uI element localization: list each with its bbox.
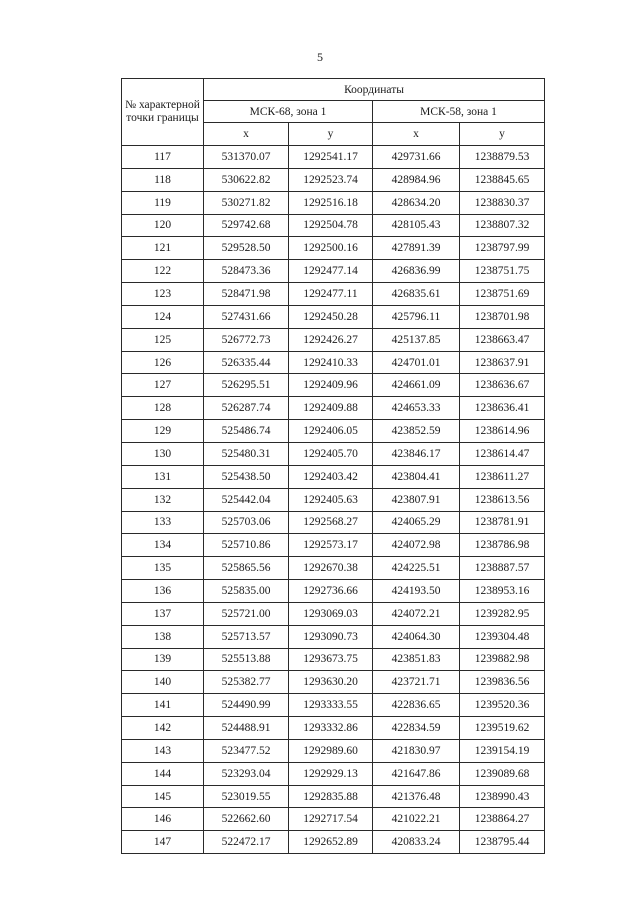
table-body (122, 146, 545, 854)
msk68-y-cell: 1292652.89 (289, 831, 373, 854)
table-row (122, 465, 545, 488)
msk68-x-cell: 525442.04 (204, 488, 289, 511)
msk68-y-cell: 1292409.96 (289, 374, 373, 397)
point-number-cell: 117 (122, 146, 204, 169)
msk58-y-cell: 1238663.47 (460, 328, 545, 351)
msk68-x-cell: 529742.68 (204, 214, 289, 237)
point-number-cell: 138 (122, 625, 204, 648)
msk68-y-cell: 1292405.70 (289, 442, 373, 465)
msk68-x-cell: 525865.56 (204, 557, 289, 580)
msk58-x-cell: 428105.43 (373, 214, 460, 237)
msk58-x-cell: 423804.41 (373, 465, 460, 488)
point-number-cell: 135 (122, 557, 204, 580)
point-number-cell: 122 (122, 260, 204, 283)
table-row (122, 328, 545, 351)
msk58-y-cell: 1239520.36 (460, 694, 545, 717)
msk68-y-cell: 1292736.66 (289, 580, 373, 603)
msk68-x-cell: 526772.73 (204, 328, 289, 351)
msk68-x-cell: 525721.00 (204, 602, 289, 625)
point-number-cell: 129 (122, 420, 204, 443)
table-row (122, 397, 545, 420)
point-number-cell: 133 (122, 511, 204, 534)
msk58-y-cell: 1238879.53 (460, 146, 545, 169)
msk58-y-cell: 1239882.98 (460, 648, 545, 671)
point-number-cell: 120 (122, 214, 204, 237)
msk58-y-cell: 1238636.67 (460, 374, 545, 397)
msk68-x-cell: 525438.50 (204, 465, 289, 488)
point-number-cell: 141 (122, 694, 204, 717)
msk58-x-cell: 428984.96 (373, 168, 460, 191)
msk68-y-cell: 1293673.75 (289, 648, 373, 671)
msk68-x-cell: 527431.66 (204, 305, 289, 328)
table-row (122, 511, 545, 534)
msk58-x-cell: 424072.98 (373, 534, 460, 557)
table-row (122, 237, 545, 260)
msk68-y-header: y (289, 123, 373, 146)
msk68-y-cell: 1292450.28 (289, 305, 373, 328)
msk58-y-cell: 1238751.75 (460, 260, 545, 283)
msk68-x-cell: 525486.74 (204, 420, 289, 443)
msk58-x-cell: 428634.20 (373, 191, 460, 214)
point-number-cell: 142 (122, 717, 204, 740)
msk68-y-cell: 1292477.14 (289, 260, 373, 283)
msk68-x-cell: 525513.88 (204, 648, 289, 671)
msk58-y-header: y (460, 123, 545, 146)
point-number-cell: 118 (122, 168, 204, 191)
msk58-y-cell: 1238636.41 (460, 397, 545, 420)
msk68-x-cell: 522662.60 (204, 808, 289, 831)
point-number-cell: 139 (122, 648, 204, 671)
table-row (122, 534, 545, 557)
table-row (122, 808, 545, 831)
point-number-cell: 131 (122, 465, 204, 488)
msk58-y-cell: 1239089.68 (460, 762, 545, 785)
msk58-x-cell: 423807.91 (373, 488, 460, 511)
msk68-x-cell: 530271.82 (204, 191, 289, 214)
table-row (122, 214, 545, 237)
msk58-x-cell: 424193.50 (373, 580, 460, 603)
msk58-x-cell: 424072.21 (373, 602, 460, 625)
msk58-x-cell: 421830.97 (373, 739, 460, 762)
table-row (122, 717, 545, 740)
msk58-y-cell: 1238701.98 (460, 305, 545, 328)
msk58-y-cell: 1238845.65 (460, 168, 545, 191)
point-number-cell: 130 (122, 442, 204, 465)
page-number: 5 (317, 50, 323, 64)
point-number-cell: 147 (122, 831, 204, 854)
msk68-x-cell: 525480.31 (204, 442, 289, 465)
msk58-x-cell: 422834.59 (373, 717, 460, 740)
point-number-cell: 127 (122, 374, 204, 397)
msk58-x-cell: 423846.17 (373, 442, 460, 465)
table-row (122, 831, 545, 854)
msk58-y-cell: 1238887.57 (460, 557, 545, 580)
table-row (122, 374, 545, 397)
msk68-x-cell: 523019.55 (204, 785, 289, 808)
msk68-y-cell: 1292409.88 (289, 397, 373, 420)
msk58-y-cell: 1238781.91 (460, 511, 545, 534)
table-row (122, 283, 545, 306)
point-number-cell: 126 (122, 351, 204, 374)
msk58-x-cell: 421647.86 (373, 762, 460, 785)
msk58-y-cell: 1239282.95 (460, 602, 545, 625)
msk68-x-header: x (204, 123, 289, 146)
msk58-y-cell: 1238830.37 (460, 191, 545, 214)
table-row (122, 580, 545, 603)
point-number-cell: 119 (122, 191, 204, 214)
point-number-cell: 137 (122, 602, 204, 625)
msk68-y-cell: 1292477.11 (289, 283, 373, 306)
msk58-x-cell: 424225.51 (373, 557, 460, 580)
msk58-y-cell: 1238953.16 (460, 580, 545, 603)
msk68-y-cell: 1293069.03 (289, 602, 373, 625)
msk58-y-cell: 1239836.56 (460, 671, 545, 694)
msk68-y-cell: 1292406.05 (289, 420, 373, 443)
point-number-cell: 128 (122, 397, 204, 420)
table-row (122, 739, 545, 762)
msk68-x-cell: 526287.74 (204, 397, 289, 420)
table-row (122, 146, 545, 169)
msk68-y-cell: 1292835.88 (289, 785, 373, 808)
msk68-x-cell: 524490.99 (204, 694, 289, 717)
msk58-y-cell: 1238795.44 (460, 831, 545, 854)
msk68-y-cell: 1293090.73 (289, 625, 373, 648)
msk68-x-cell: 530622.82 (204, 168, 289, 191)
msk58-y-cell: 1238786.98 (460, 534, 545, 557)
point-number-cell: 136 (122, 580, 204, 603)
msk68-y-cell: 1292989.60 (289, 739, 373, 762)
msk68-x-cell: 528473.36 (204, 260, 289, 283)
msk68-x-cell: 525703.06 (204, 511, 289, 534)
table-header (122, 79, 545, 146)
msk58-x-cell: 425796.11 (373, 305, 460, 328)
system-msk68-header: МСК-68, зона 1 (204, 101, 373, 123)
msk58-x-cell: 421376.48 (373, 785, 460, 808)
msk68-x-cell: 525713.57 (204, 625, 289, 648)
msk68-y-cell: 1293333.55 (289, 694, 373, 717)
msk58-x-cell: 424653.33 (373, 397, 460, 420)
msk68-y-cell: 1292573.17 (289, 534, 373, 557)
msk68-x-cell: 528471.98 (204, 283, 289, 306)
table-row (122, 168, 545, 191)
msk68-x-cell: 529528.50 (204, 237, 289, 260)
msk68-y-cell: 1292929.13 (289, 762, 373, 785)
coordinates-table (121, 78, 545, 854)
msk68-x-cell: 523293.04 (204, 762, 289, 785)
msk68-y-cell: 1292717.54 (289, 808, 373, 831)
msk68-y-cell: 1292500.16 (289, 237, 373, 260)
table-row (122, 762, 545, 785)
msk58-x-cell: 423721.71 (373, 671, 460, 694)
msk68-x-cell: 524488.91 (204, 717, 289, 740)
msk58-x-cell: 423851.83 (373, 648, 460, 671)
msk68-y-cell: 1292670.38 (289, 557, 373, 580)
table-row (122, 305, 545, 328)
msk58-y-cell: 1239304.48 (460, 625, 545, 648)
msk58-y-cell: 1238751.69 (460, 283, 545, 306)
msk68-y-cell: 1293332.86 (289, 717, 373, 740)
msk68-x-cell: 525710.86 (204, 534, 289, 557)
coordinates-header: Координаты (204, 79, 545, 101)
point-number-cell: 145 (122, 785, 204, 808)
msk68-y-cell: 1292516.18 (289, 191, 373, 214)
msk68-y-cell: 1292541.17 (289, 146, 373, 169)
msk58-y-cell: 1238797.99 (460, 237, 545, 260)
msk58-x-cell: 427891.39 (373, 237, 460, 260)
table-row (122, 488, 545, 511)
msk58-y-cell: 1239519.62 (460, 717, 545, 740)
msk58-x-cell: 424701.01 (373, 351, 460, 374)
msk68-x-cell: 523477.52 (204, 739, 289, 762)
msk58-y-cell: 1238611.27 (460, 465, 545, 488)
msk58-x-cell: 423852.59 (373, 420, 460, 443)
system-msk58-header: МСК-58, зона 1 (373, 101, 545, 123)
msk58-x-cell: 424064.30 (373, 625, 460, 648)
msk68-x-cell: 522472.17 (204, 831, 289, 854)
table-row (122, 785, 545, 808)
point-number-header: № характерной точки границы (122, 79, 204, 146)
msk58-x-cell: 426836.99 (373, 260, 460, 283)
msk68-y-cell: 1292405.63 (289, 488, 373, 511)
msk58-y-cell: 1238613.56 (460, 488, 545, 511)
msk58-x-cell: 420833.24 (373, 831, 460, 854)
msk58-y-cell: 1239154.19 (460, 739, 545, 762)
point-number-cell: 132 (122, 488, 204, 511)
msk68-x-cell: 526295.51 (204, 374, 289, 397)
msk58-y-cell: 1238807.32 (460, 214, 545, 237)
msk58-y-cell: 1238864.27 (460, 808, 545, 831)
point-number-cell: 143 (122, 739, 204, 762)
msk58-x-header: x (373, 123, 460, 146)
msk68-y-cell: 1292568.27 (289, 511, 373, 534)
msk58-x-cell: 426835.61 (373, 283, 460, 306)
msk58-x-cell: 421022.21 (373, 808, 460, 831)
msk68-x-cell: 525835.00 (204, 580, 289, 603)
msk68-y-cell: 1292426.27 (289, 328, 373, 351)
table-row (122, 602, 545, 625)
table-row (122, 191, 545, 214)
msk68-x-cell: 526335.44 (204, 351, 289, 374)
msk58-y-cell: 1238614.96 (460, 420, 545, 443)
msk68-x-cell: 531370.07 (204, 146, 289, 169)
table-row (122, 557, 545, 580)
msk58-x-cell: 425137.85 (373, 328, 460, 351)
point-number-cell: 140 (122, 671, 204, 694)
point-number-cell: 146 (122, 808, 204, 831)
point-number-cell: 124 (122, 305, 204, 328)
msk58-y-cell: 1238990.43 (460, 785, 545, 808)
table-row (122, 625, 545, 648)
table-row (122, 442, 545, 465)
table-row (122, 694, 545, 717)
msk68-x-cell: 525382.77 (204, 671, 289, 694)
msk58-x-cell: 424065.29 (373, 511, 460, 534)
table-row (122, 420, 545, 443)
table-row (122, 260, 545, 283)
msk68-y-cell: 1293630.20 (289, 671, 373, 694)
table-row (122, 648, 545, 671)
msk58-x-cell: 429731.66 (373, 146, 460, 169)
msk68-y-cell: 1292410.33 (289, 351, 373, 374)
msk58-x-cell: 424661.09 (373, 374, 460, 397)
point-number-cell: 134 (122, 534, 204, 557)
table-row (122, 351, 545, 374)
point-number-cell: 144 (122, 762, 204, 785)
table-row (122, 671, 545, 694)
msk68-y-cell: 1292504.78 (289, 214, 373, 237)
msk58-y-cell: 1238637.91 (460, 351, 545, 374)
msk58-y-cell: 1238614.47 (460, 442, 545, 465)
point-number-cell: 121 (122, 237, 204, 260)
point-number-cell: 125 (122, 328, 204, 351)
msk58-x-cell: 422836.65 (373, 694, 460, 717)
msk68-y-cell: 1292403.42 (289, 465, 373, 488)
msk68-y-cell: 1292523.74 (289, 168, 373, 191)
point-number-cell: 123 (122, 283, 204, 306)
